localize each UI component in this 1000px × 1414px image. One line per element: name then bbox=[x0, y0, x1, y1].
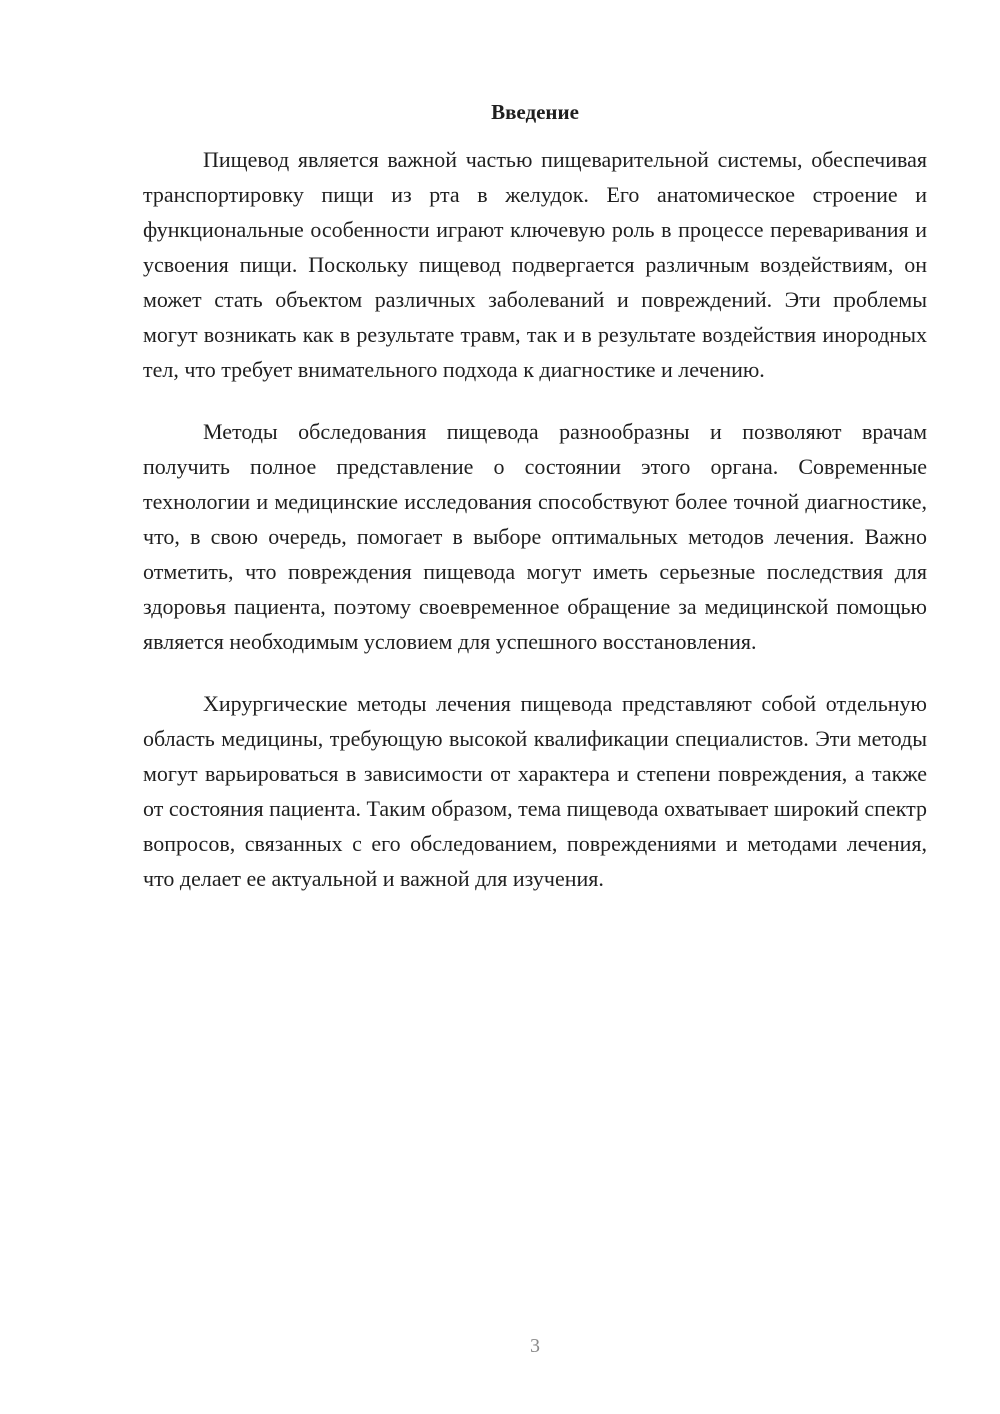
document-body bbox=[143, 142, 927, 923]
paragraph: Методы обследования пищевода разнообразны и позволяют врачам получить полное представление о состоянии этого органа. Современные технологии и медицинские исследования способствуют более точной диагностике, что, в свою очередь, помогает в выборе оптимальных методов лечения. Важно отметить, что повреждения пищевода могут иметь серьезные последствия для здоровья пациента, поэтому своевременное обращение за медицинской помощью является необходимым условием для успешного восстановления. bbox=[143, 419, 927, 654]
paragraph: Хирургические методы лечения пищевода представляют собой отдельную область медицины, требующую высокой квалификации специалистов. Эти методы могут варьироваться в зависимости от характера и степени повреждения, а также от состояния пациента. Таким образом, тема пищевода охватывает широкий спектр вопросов, связанных с его обследованием, повреждениями и методами лечения, что делает ее актуальной и важной для изучения. bbox=[143, 691, 927, 891]
paragraph: Пищевод является важной частью пищеварительной системы, обеспечивая транспортировку пищи из рта в желудок. Его анатомическое строение и функциональные особенности играют ключевую роль в процессе переваривания и усвоения пищи. Поскольку пищевод подвергается различным воздействиям, он может стать объектом различных заболеваний и повреждений. Эти проблемы могут возникать как в результате травм, так и в результате воздействия инородных тел, что требует внимательного подхода к диагностике и лечению. bbox=[143, 147, 927, 382]
section-heading: Введение bbox=[491, 100, 579, 124]
page-number: 3 bbox=[530, 1335, 540, 1357]
